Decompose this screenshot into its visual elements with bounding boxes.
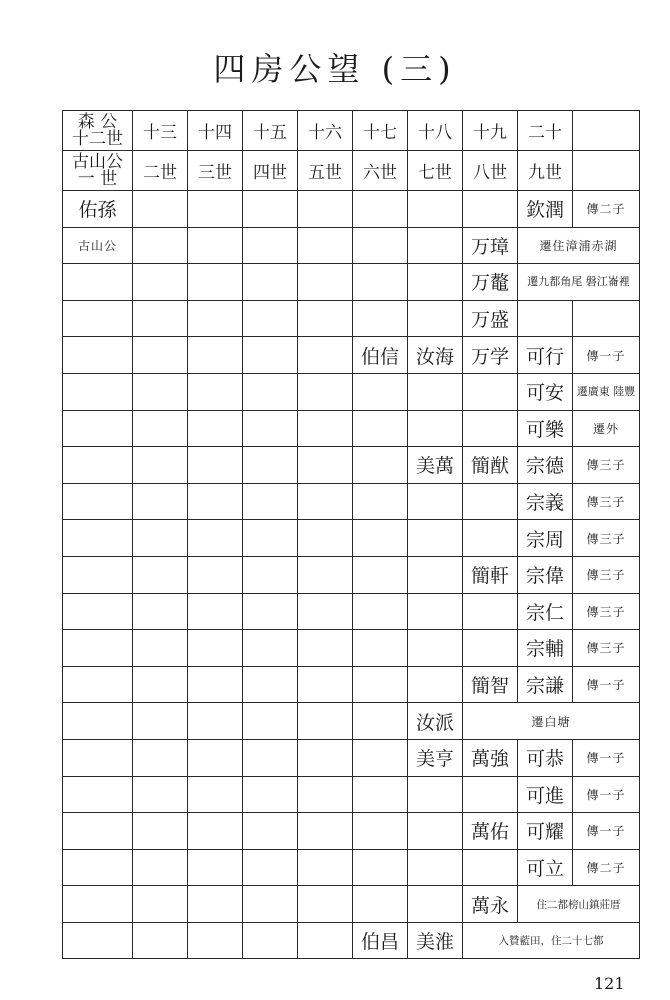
note-cell: 傳二子 [573,849,640,886]
ancestor-cell [63,337,133,374]
name-cell [298,666,353,703]
name-cell: 欽潤 [518,191,573,228]
name-cell: 可恭 [518,739,573,776]
lineage-row [63,337,640,374]
name-cell [188,593,243,630]
name-cell [298,447,353,484]
lineage-row [63,739,640,776]
name-cell [188,227,243,264]
name-cell [298,520,353,557]
name-cell: 美亨 [408,739,463,776]
name-cell [353,300,408,337]
name-cell [243,410,298,447]
note-cell [573,300,640,337]
name-cell [133,410,188,447]
note-cell: 傳一子 [573,776,640,813]
name-cell [463,483,518,520]
name-cell [133,886,188,923]
header-gen-cell: 十五 [243,111,298,151]
name-cell [408,886,463,923]
name-cell [518,300,573,337]
ancestor-cell [63,739,133,776]
note-cell: 遷九都角尾 磐江崙裡 [518,264,640,301]
name-cell [188,666,243,703]
name-cell [188,849,243,886]
name-cell [188,703,243,740]
header-gen-cell: 十七 [353,111,408,151]
note-cell: 傳三子 [573,556,640,593]
name-cell [408,227,463,264]
name-cell [463,520,518,557]
name-cell [243,447,298,484]
name-cell [243,922,298,959]
name-cell: 伯信 [353,337,408,374]
name-cell [133,739,188,776]
name-cell [353,373,408,410]
name-cell [353,483,408,520]
name-cell [188,373,243,410]
name-cell [133,520,188,557]
name-cell [133,373,188,410]
ancestor-cell: 古山公 [63,227,133,264]
name-cell [243,483,298,520]
header-origin-line1: 古山公 [72,151,123,172]
name-cell [353,886,408,923]
name-cell [298,337,353,374]
lineage-row [63,373,640,410]
header-origin-cell [63,151,133,191]
note-cell: 傳二子 [573,191,640,228]
note-cell: 傳三子 [573,520,640,557]
name-cell: 萬強 [463,739,518,776]
ancestor-cell [63,630,133,667]
name-cell [353,520,408,557]
ancestor-cell [63,703,133,740]
name-cell [243,776,298,813]
name-cell [353,703,408,740]
name-cell [243,813,298,850]
lineage-row [63,922,640,959]
name-cell [353,227,408,264]
ancestor-cell [63,447,133,484]
name-cell [298,593,353,630]
name-cell [243,227,298,264]
name-cell [298,556,353,593]
header-origin-cell [63,111,133,151]
header-gen-cell: 五世 [298,151,353,191]
header-gen-cell: 十三 [133,111,188,151]
lineage-row [63,666,640,703]
name-cell [188,556,243,593]
name-cell [133,666,188,703]
name-cell: 簡猷 [463,447,518,484]
name-cell [298,776,353,813]
name-cell: 汝派 [408,703,463,740]
name-cell [463,410,518,447]
name-cell [408,300,463,337]
lineage-row [63,556,640,593]
name-cell: 簡軒 [463,556,518,593]
lineage-row [63,410,640,447]
name-cell: 宗輔 [518,630,573,667]
header-gen-cell: 十九 [463,111,518,151]
name-cell: 可進 [518,776,573,813]
name-cell [353,849,408,886]
name-cell: 可立 [518,849,573,886]
name-cell [133,703,188,740]
page-title: 四房公望 (三) [213,50,457,88]
name-cell: 宗周 [518,520,573,557]
name-cell [463,191,518,228]
name-cell [353,739,408,776]
name-cell: 万盛 [463,300,518,337]
note-cell: 傳三子 [573,630,640,667]
name-cell [408,264,463,301]
name-cell: 万鼇 [463,264,518,301]
name-cell [188,410,243,447]
name-cell [133,813,188,850]
lineage-row [63,813,640,850]
name-cell: 美萬 [408,447,463,484]
ancestor-cell [63,264,133,301]
lineage-row [63,227,640,264]
name-cell [188,922,243,959]
name-cell [243,666,298,703]
name-cell [243,520,298,557]
name-cell [243,703,298,740]
name-cell [408,666,463,703]
name-cell [188,886,243,923]
ancestor-cell [63,410,133,447]
note-cell: 傳一子 [573,813,640,850]
name-cell [408,556,463,593]
name-cell [463,776,518,813]
name-cell [408,813,463,850]
ancestor-cell [63,556,133,593]
name-cell: 簡智 [463,666,518,703]
name-cell: 萬永 [463,886,518,923]
header-row-generation-12 [63,111,640,151]
name-cell: 宗義 [518,483,573,520]
name-cell [188,776,243,813]
name-cell [243,849,298,886]
name-cell: 宗德 [518,447,573,484]
header-gen-cell: 九世 [518,151,573,191]
name-cell [133,227,188,264]
name-cell [243,300,298,337]
header-gen-cell: 十四 [188,111,243,151]
name-cell: 可耀 [518,813,573,850]
ancestor-cell [63,373,133,410]
note-cell: 遷外 [573,410,640,447]
name-cell [408,593,463,630]
name-cell [463,373,518,410]
ancestor-cell: 佑孫 [63,191,133,228]
header-empty-cell [573,151,640,191]
name-cell [298,849,353,886]
name-cell: 可安 [518,373,573,410]
lineage-row [63,520,640,557]
name-cell: 可行 [518,337,573,374]
name-cell [298,264,353,301]
name-cell [133,447,188,484]
name-cell [133,483,188,520]
note-cell: 傳三子 [573,447,640,484]
name-cell [188,300,243,337]
name-cell [408,776,463,813]
name-cell [133,556,188,593]
name-cell [298,739,353,776]
name-cell [243,593,298,630]
name-cell [353,666,408,703]
header-gen-cell: 十八 [408,111,463,151]
name-cell [353,191,408,228]
ancestor-cell [63,849,133,886]
name-cell [298,410,353,447]
name-cell [353,556,408,593]
header-origin-line2: 一 世 [77,168,118,189]
name-cell: 万学 [463,337,518,374]
lineage-row [63,849,640,886]
header-origin-line2: 十二世 [72,128,123,149]
name-cell: 萬佑 [463,813,518,850]
name-cell [133,849,188,886]
name-cell: 汝海 [408,337,463,374]
name-cell [298,886,353,923]
name-cell [133,593,188,630]
ancestor-cell [63,520,133,557]
name-cell [353,813,408,850]
name-cell [408,483,463,520]
name-cell [408,373,463,410]
name-cell [188,337,243,374]
lineage-row [63,703,640,740]
name-cell [188,630,243,667]
ancestor-cell [63,300,133,337]
name-cell [298,191,353,228]
name-cell [408,520,463,557]
name-cell [188,813,243,850]
name-cell [408,410,463,447]
name-cell: 万璋 [463,227,518,264]
name-cell [188,739,243,776]
header-gen-cell: 六世 [353,151,408,191]
name-cell [243,373,298,410]
name-cell: 宗偉 [518,556,573,593]
ancestor-cell [63,922,133,959]
note-cell: 遷白塘 [463,703,640,740]
lineage-row [63,447,640,484]
lineage-row [63,593,640,630]
lineage-row [63,886,640,923]
name-cell [353,264,408,301]
name-cell [408,191,463,228]
name-cell [298,300,353,337]
header-empty-cell [573,111,640,151]
lineage-row [63,483,640,520]
name-cell [133,300,188,337]
note-cell: 傳一子 [573,666,640,703]
ancestor-cell [63,593,133,630]
note-cell: 傳一子 [573,337,640,374]
name-cell [353,630,408,667]
ancestor-cell [63,886,133,923]
name-cell [243,191,298,228]
name-cell [408,630,463,667]
name-cell [133,337,188,374]
name-cell [188,483,243,520]
note-cell: 傳三子 [573,593,640,630]
note-cell: 傳三子 [573,483,640,520]
name-cell [188,191,243,228]
lineage-row [63,264,640,301]
name-cell [243,630,298,667]
name-cell [133,191,188,228]
name-cell [243,264,298,301]
name-cell [133,922,188,959]
header-gen-cell: 三世 [188,151,243,191]
name-cell [188,264,243,301]
name-cell [298,813,353,850]
note-cell: 傳一子 [573,739,640,776]
ancestor-cell [63,813,133,850]
header-gen-cell: 十六 [298,111,353,151]
name-cell [408,849,463,886]
note-cell: 遷住漳浦赤湖 [518,227,640,264]
name-cell [243,886,298,923]
page-number: 121 [594,974,625,993]
header-gen-cell: 七世 [408,151,463,191]
lineage-row [63,191,640,228]
name-cell [298,630,353,667]
name-cell [243,337,298,374]
lineage-row [63,300,640,337]
name-cell [298,373,353,410]
header-origin-line1: 森 公 [77,111,118,132]
name-cell [188,520,243,557]
header-gen-cell: 二世 [133,151,188,191]
name-cell [133,264,188,301]
name-cell: 宗謙 [518,666,573,703]
note-cell: 遷廣東 陸豐 [573,373,640,410]
name-cell [298,483,353,520]
name-cell [353,410,408,447]
name-cell: 可樂 [518,410,573,447]
name-cell [243,556,298,593]
ancestor-cell [63,483,133,520]
name-cell: 伯昌 [353,922,408,959]
name-cell [298,922,353,959]
name-cell [353,593,408,630]
name-cell [463,593,518,630]
name-cell [353,447,408,484]
lineage-row [63,776,640,813]
name-cell [463,630,518,667]
ancestor-cell [63,666,133,703]
header-gen-cell: 四世 [243,151,298,191]
name-cell [353,776,408,813]
name-cell [463,849,518,886]
header-row-generation-1 [63,151,640,191]
header-gen-cell: 八世 [463,151,518,191]
header-gen-cell: 二十 [518,111,573,151]
name-cell: 美淮 [408,922,463,959]
note-cell: 入贊藍田，住二十七都 [463,922,640,959]
name-cell [243,739,298,776]
name-cell [298,227,353,264]
ancestor-cell [63,776,133,813]
name-cell [133,630,188,667]
name-cell [133,776,188,813]
lineage-row [63,630,640,667]
name-cell [298,703,353,740]
note-cell: 住二都榜山鎮莊厝 [518,886,640,923]
genealogy-table [62,110,640,959]
name-cell: 宗仁 [518,593,573,630]
name-cell [188,447,243,484]
